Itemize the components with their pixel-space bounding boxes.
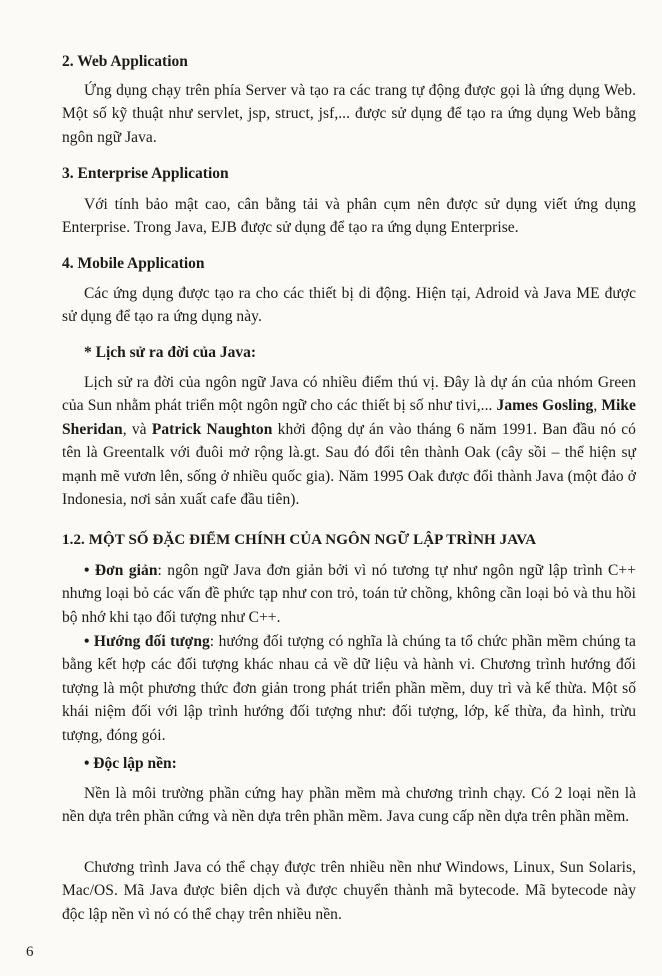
paragraph-platform-1: Nền là môi trường phần cứng hay phần mềm mà chương trình chạy. Có 2 loại nền là nền dựa trên phần cứng và nền dựa trên phần mềm. Java cung cấp nền dựa trên phần mềm. [62,785,636,826]
paragraph-java-history: Lịch sử ra đời của ngôn ngữ Java có nhiều điểm thú vị. Đây là dự án của nhóm Green của Sun nhằm phát triển một ngôn ngữ cho các thiết bị số như tivi,... James Gosling, Mike Sheridan, và Patrick Naughton khởi động dự án vào tháng 6 năm 1991. Ban đầu nó có tên là Greentalk với đuôi mở rộng là.gt. Sau đó đổi tên thành Oak (cây sồi – thể hiện sự mạnh mẽ vươn lên, sống ở nhiều quốc gia). Năm 1995 Oak được đổi thành Java (một đảo ở Indonesia, nơi sản xuất cafe đầu tiên). [62,374,636,509]
name-mike-sheridan: Mike Sheridan [62,397,636,438]
name-james-gosling: James Gosling [496,397,594,415]
paragraph-platform-2: Chương trình Java có thể chạy được trên nhiều nền như Windows, Linux, Sun Solaris, Mac/OS. Mã Java được biên dịch và được chuyển thành mã bytecode. Mã bytecode này độc lập nền vì nó có thể chạy trên nhiều nền. [62,859,636,923]
paragraph-mobile-application: Các ứng dụng được tạo ra cho các thiết bị di động. Hiện tại, Adroid và Java ME được sử dụng để tạo ra ứng dụng này. [62,285,636,326]
heading-mobile-application: 4. Mobile Application [62,255,205,272]
page-number: 6 [26,944,34,960]
lead-object-oriented: • Hướng đối tượng [84,633,210,650]
heading-web-application: 2. Web Application [62,53,188,70]
name-patrick-naughton: Patrick Naughton [151,420,273,438]
paragraph-web-application: Ứng dụng chạy trên phía Server và tạo ra các trang tự động được gọi là ứng dụng Web. Một số kỹ thuật như servlet, jsp, struct, jsf,... được sử dụng để tạo ra ứng dụng Web bằng ngôn ngữ Java. [62,82,636,146]
paragraph-object-oriented: • Hướng đối tượng: hướng đối tượng có nghĩa là chúng ta tổ chức phần mềm chúng ta bằng kết hợp các đối tượng khác nhau cả về dữ liệu và hành vi. Chương trình hướng đối tượng là một phương thức đơn giản trong phát triển phần mềm, duy trì và kế thừa. Một số khái niệm đối với lập trình hướng đối tượng như: đối tượng, lớp, kế thừa, đa hình, trừu tượng, đóng gói. [62,633,636,744]
lead-simple: • Đơn giản [84,562,158,579]
paragraph-enterprise-application: Với tính bảo mật cao, cân bằng tải và phân cụm nên được sử dụng viết ứng dụng Enterprise. Trong Java, EJB được sử dụng để tạo ra ứng dụng Enterprise. [62,196,636,237]
paragraph-simple: • Đơn giản: ngôn ngữ Java đơn giản bởi vì nó tương tự như ngôn ngữ lập trình C++ nhưng loại bỏ các vấn đề phức tạp như con trỏ, toán tử chồng, không cần loại bỏ và thu hồi bộ nhớ khi tạo đối tượng như C++. [62,562,636,626]
heading-enterprise-application: 3. Enterprise Application [62,165,229,182]
heading-java-history: * Lịch sử ra đời của Java: [84,344,257,361]
section-heading-java-features: 1.2. MỘT SỐ ĐẶC ĐIỂM CHÍNH CỦA NGÔN NGỮ LẬP TRÌNH JAVA [62,532,537,548]
heading-platform-independent: • Độc lập nền: [84,755,177,772]
